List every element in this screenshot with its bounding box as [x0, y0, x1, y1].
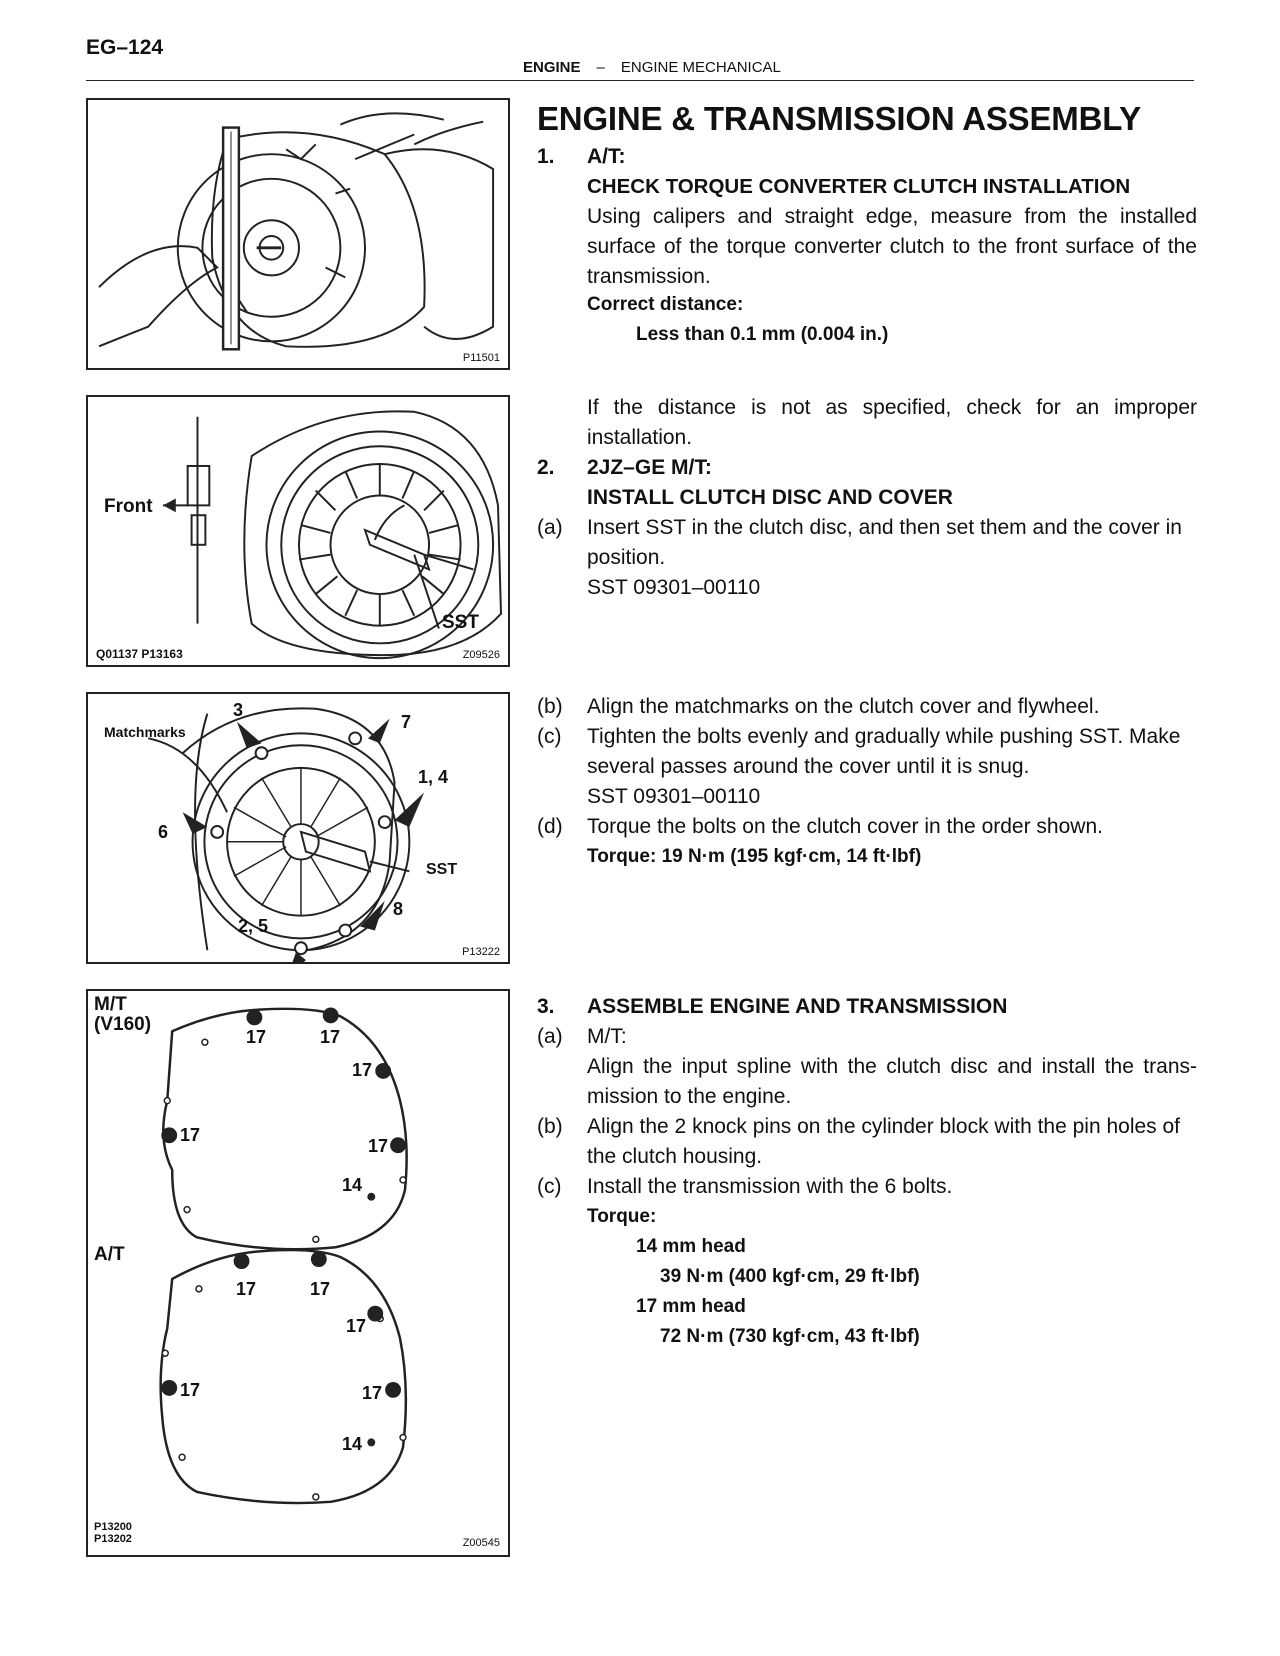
figure-clutch-bolt-order: [86, 692, 510, 964]
torque-converter-illustration: [88, 100, 508, 368]
step3-val14: 39 N·m (400 kgf·cm, 29 ft·lbf): [660, 1266, 920, 1287]
bolt-order-3: 3: [233, 700, 244, 720]
figure-clutch-install: [86, 395, 510, 667]
step2-a-sst: SST 09301–00110: [587, 576, 761, 599]
step1-heading-b: CHECK TORQUE CONVERTER CLUTCH INSTALLATION: [587, 175, 1131, 198]
step2-heading-b: INSTALL CLUTCH DISC AND COVER: [587, 486, 953, 509]
bolt-17-label: 17: [236, 1279, 257, 1299]
step2-number: 2.: [537, 456, 555, 479]
front-label: Front: [104, 496, 153, 517]
bolt-order-1-4: 1, 4: [418, 767, 449, 787]
step3-a-head: M/T:: [587, 1025, 627, 1048]
step3-c-text: Install the transmission with the 6 bolts.: [587, 1175, 953, 1198]
step2-b-text: Align the matchmarks on the clutch cover and flywheel.: [587, 695, 1100, 718]
step2-c-sst: SST 09301–00110: [587, 785, 761, 808]
step2-a-text: Insert SST in the clutch disc, and then set them and the cover in position.: [587, 516, 1182, 569]
bolt-17-label: 17: [180, 1380, 201, 1400]
figure-code-right: Z09526: [462, 649, 500, 661]
bolt-17-label: 17: [368, 1136, 389, 1156]
figure-transmission-bolts: [86, 989, 510, 1557]
header-rule: [86, 80, 1194, 81]
bolt-17-label: 17: [180, 1125, 201, 1145]
bolt-17-label: 17: [320, 1027, 341, 1047]
header-section: ENGINE: [523, 59, 581, 76]
step2-a-label: (a): [537, 516, 563, 539]
step3-head14: 14 mm head: [636, 1236, 746, 1257]
step2-b-label: (b): [537, 695, 563, 718]
bolt-order-2-5: 2, 5: [238, 916, 269, 936]
step2-torque: Torque: 19 N·m (195 kgf·cm, 14 ft·lbf): [587, 846, 922, 867]
page-title: ENGINE & TRANSMISSION ASSEMBLY: [537, 100, 1141, 137]
step3-b-label: (b): [537, 1115, 563, 1138]
header-separator: –: [596, 59, 605, 76]
figure-torque-converter-check: [86, 98, 510, 370]
step2-d-label: (d): [537, 815, 563, 838]
step1-heading-a: A/T:: [587, 145, 626, 168]
running-header: [523, 59, 781, 76]
bolt-17-label: 17: [362, 1383, 383, 1403]
header-subsection: ENGINE MECHANICAL: [620, 59, 781, 76]
step3-val17: 72 N·m (730 kgf·cm, 43 ft·lbf): [660, 1326, 920, 1347]
step1-number: 1.: [537, 145, 555, 168]
v160-label: (V160): [94, 1014, 152, 1035]
bolt-14-label: 14: [342, 1175, 363, 1195]
mt-label: M/T: [94, 994, 127, 1015]
figure-code-left: Q01137 P13163: [96, 647, 183, 661]
bolt-order-7: 7: [401, 712, 412, 732]
figure-code: P11501: [462, 352, 500, 364]
figure-code: P13222: [462, 946, 500, 958]
bolt-order-6: 6: [158, 822, 169, 842]
step1-paragraph: Using calipers and straight edge, measure from the installed surface of the torque converter clutch to the front surface of the transmission.: [587, 205, 1197, 288]
step2-d-text: Torque the bolts on the clutch cover in the order shown.: [587, 815, 1103, 838]
matchmarks-label: Matchmarks: [104, 724, 186, 740]
figure-code-left-2: P13202: [94, 1533, 132, 1545]
bolt-17-label: 17: [246, 1027, 267, 1047]
figure-code-left-1: P13200: [94, 1521, 132, 1533]
step3-head17: 17 mm head: [636, 1296, 746, 1317]
bolt-17-label: 17: [352, 1060, 373, 1080]
figure-code-right: Z00545: [462, 1537, 500, 1549]
step3-number: 3.: [537, 995, 555, 1018]
step1-spec-label: Correct distance:: [587, 294, 744, 315]
step3-a-text: Align the input spline with the clutch disc and install the trans-mission to the engine.: [587, 1055, 1197, 1108]
bolt-14-label: 14: [342, 1434, 363, 1454]
step3-torque-label: Torque:: [587, 1206, 657, 1227]
at-label: A/T: [94, 1244, 125, 1265]
sst-label: SST: [442, 612, 479, 633]
bolt-17-label: 17: [310, 1279, 331, 1299]
bolt-order-8: 8: [393, 899, 404, 919]
transmission-bolts-illustration: [88, 991, 508, 1555]
step1-note: If the distance is not as specified, check for an improper installation.: [587, 396, 1197, 449]
bolt-17-label: 17: [346, 1316, 367, 1336]
step3-heading: ASSEMBLE ENGINE AND TRANSMISSION: [587, 995, 1008, 1018]
step3-c-label: (c): [537, 1175, 562, 1198]
step2-c-label: (c): [537, 725, 562, 748]
step1-spec-value: Less than 0.1 mm (0.004 in.): [636, 324, 889, 345]
step2-heading-a: 2JZ–GE M/T:: [587, 456, 712, 479]
sst-label: SST: [426, 861, 458, 878]
step3-a-label: (a): [537, 1025, 563, 1048]
step3-b-text: Align the 2 knock pins on the cylinder block with the pin holes of the clutch housing.: [587, 1115, 1181, 1168]
page-number: EG–124: [86, 36, 164, 59]
step2-c-text: Tighten the bolts evenly and gradually while pushing SST. Make several passes around the cover until it is snug.: [587, 725, 1181, 778]
